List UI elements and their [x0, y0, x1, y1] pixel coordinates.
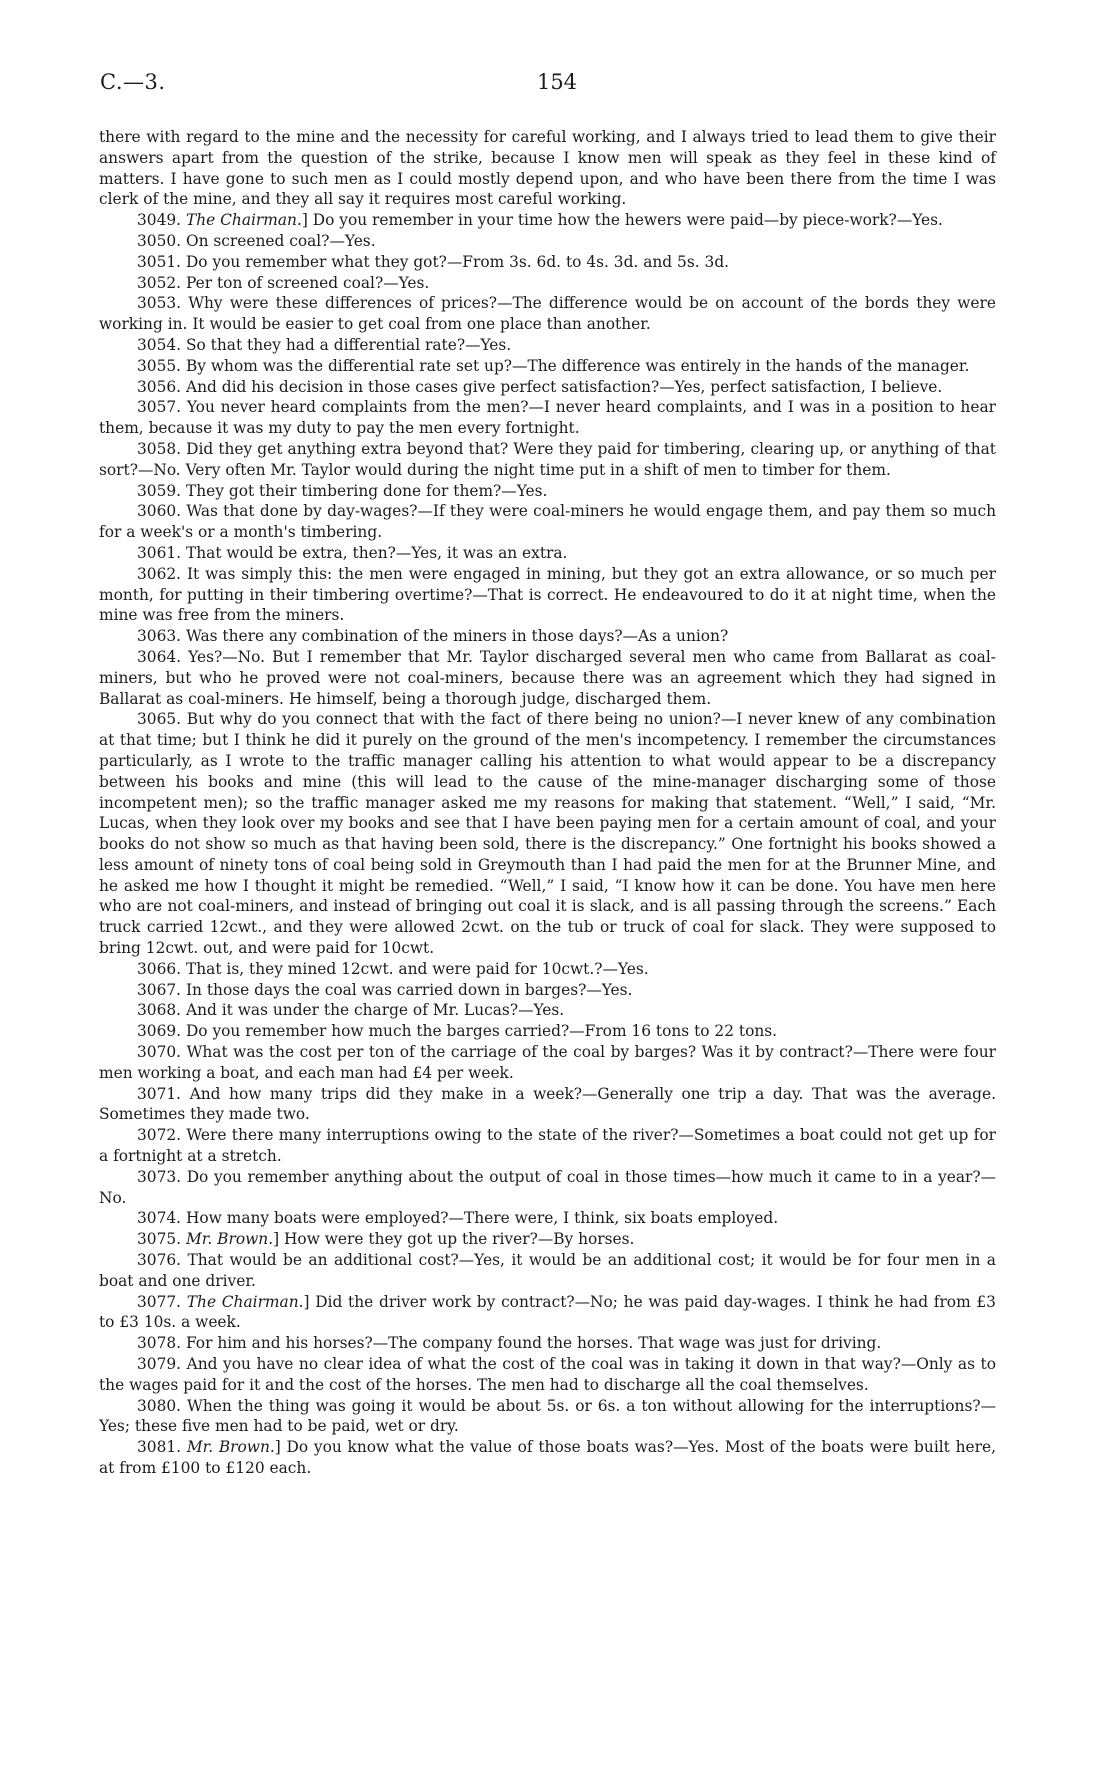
question-number: 3079.: [137, 1355, 182, 1374]
question-number: 3051.: [137, 252, 182, 271]
question-number: 3067.: [137, 980, 182, 999]
qa-text: On screened coal?—Yes.: [185, 231, 376, 250]
qa-text: That would be an additional cost?—Yes, it would be an additional cost; it would be for four men in a boat and one driver.: [99, 1251, 996, 1290]
question-number: 3075.: [137, 1230, 182, 1249]
qa-text: When the thing was going it would be about 5s. or 6s. a ton without allowing for the interruptions?—Yes; these five men had to be paid, wet or dry.: [99, 1396, 996, 1436]
page-header: [0, 70, 1114, 106]
qa-entry: [99, 1208, 996, 1229]
qa-text: Do you remember what they got?—From 3s. 6d. to 4s. 3d. and 5s. 3d.: [185, 252, 730, 271]
qa-entry: [99, 1125, 996, 1167]
question-number: 3062.: [137, 564, 182, 583]
speaker-name: The Chairman.: [185, 211, 302, 230]
page-number: 154: [536, 70, 578, 94]
qa-text: That would be extra, then?—Yes, it was an extra.: [185, 543, 568, 562]
qa-text: How were they got up the river?—By horses.: [284, 1230, 635, 1249]
qa-entry: [99, 709, 996, 959]
qa-text: Were there many interruptions owing to the state of the river?—Sometimes a boat could not get up for a fortnight at a stretch.: [99, 1126, 996, 1166]
qa-text: Was there any combination of the miners in those days?—As a union?: [185, 627, 729, 646]
qa-entry: [99, 252, 996, 273]
qa-entry: [99, 1000, 996, 1021]
qa-text: They got their timbering done for them?—Yes.: [185, 481, 548, 500]
question-number: 3078.: [137, 1334, 182, 1353]
question-number: 3070.: [137, 1043, 182, 1062]
qa-entry: [99, 1333, 996, 1354]
qa-text: Was that done by day-wages?—If they were coal-miners he would engage them, and pay them so much for a week's or a month's timbering.: [99, 502, 996, 542]
qa-text: Per ton of screened coal?—Yes.: [185, 273, 430, 292]
qa-entry: 3075. Mr. Brown.] How were they got up the river?—By horses.: [137, 1230, 635, 1249]
question-number: 3059.: [137, 481, 182, 500]
qa-entry: [99, 293, 996, 335]
qa-entry: 3077. The Chairman.] Did the driver work by contract?—No; he was paid day-wages. I think he had from £3 to £3 10s. a week.: [99, 1292, 996, 1332]
question-number: 3069.: [137, 1022, 182, 1041]
question-number: 3058.: [137, 439, 182, 458]
document-reference: C.—3.: [100, 70, 166, 94]
qa-text: What was the cost per ton of the carriage of the coal by barges? Was it by contract?—There were four men working a boat, and each man had £4 per week.: [99, 1043, 996, 1082]
question-number: 3061.: [137, 543, 182, 562]
qa-text: Yes?—No. But I remember that Mr. Taylor discharged several men who came from Ballarat as coal-miners, but who he proved were not coal-miners, because there was an agreement which they had signed in Ballarat as coal-miners. He himself, being a thorough judge, discharged them.: [99, 647, 996, 708]
qa-entry: [99, 377, 996, 398]
qa-text: Do you remember in your time how the hewers were paid—by piece-work?—Yes.: [312, 211, 943, 230]
qa-text: And you have no clear idea of what the cost of the coal was in taking it down in that way?—Only as to the wages paid for it and the cost of the horses. The men had to discharge all the coal themselves.: [99, 1355, 996, 1394]
qa-entry: [99, 231, 996, 252]
question-number: 3076.: [137, 1251, 182, 1270]
question-number: 3065.: [137, 710, 182, 729]
qa-entry: [99, 626, 996, 647]
qa-entry: [99, 1354, 996, 1396]
qa-text: But why do you connect that with the fact of there being no union?—I never knew of any combination at that time; but I think he did it purely on the ground of the men's incompetency. I remember the circumstances particularly, as I wrote to the traffic manager calling his attention to what would appear to be a discrepancy between his books and mine (this will lead to the cause of the mine-manager discharging some of those incompetent men); so the traffic manager asked me my reasons for making that statement. “Well,” I said, “Mr. Lucas, when they look over my books and see that I have been paying men for a certain amount of coal, and your books do not show so much as that having been sold, there is the discrepancy.” One fortnight his books showed a less amount of ninety tons of coal being sold in Greymouth than I had paid the men for at the Brunner Mine, and he asked me how I thought it might be remedied. “Well,” I said, “I know how it can be done. You have men here who are not coal-miners, and instead of bringing out coal it is slack, and is all passing through the screens.” Each truck carried 12cwt., and they were allowed 2cwt. on the tub or truck of coal for slack. They were supposed to bring 12cwt. out, and were paid for 10cwt.: [99, 710, 996, 958]
question-number: 3064.: [137, 647, 182, 666]
qa-text: How many boats were employed?—There were, I think, six boats employed.: [185, 1209, 779, 1228]
question-number: 3072.: [137, 1126, 182, 1145]
qa-entry: [99, 356, 996, 377]
qa-entry: [99, 481, 996, 502]
question-number: 3073.: [137, 1167, 182, 1186]
qa-entry: [99, 980, 996, 1001]
question-number: 3063.: [137, 627, 182, 646]
speaker-name: Mr. Brown.: [185, 1230, 274, 1249]
question-number: 3060.: [137, 502, 182, 521]
qa-text: So that they had a differential rate?—Yes.: [185, 335, 512, 354]
qa-entry: [99, 543, 996, 564]
opening-paragraph: there with regard to the mine and the necessity for careful working, and I always tried to lead them to give their answers apart from the question of the strike, because I know men will speak as they feel in these kind of matters. I have gone to such men as I could mostly depend upon, and who have been there from the time I was clerk of the mine, and they all say it requires most careful working.: [99, 128, 996, 209]
qa-text: That is, they mined 12cwt. and were paid for 10cwt.?—Yes.: [185, 959, 649, 978]
qa-text: And did his decision in those cases give perfect satisfaction?—Yes, perfect satisfaction, I believe.: [185, 377, 943, 396]
qa-text: And it was under the charge of Mr. Lucas?—Yes.: [185, 1001, 565, 1020]
qa-entry: [99, 335, 996, 356]
qa-entry: 3081. Mr. Brown.] Do you know what the value of those boats was?—Yes. Most of the boats were built here, at from £100 to £120 each.: [99, 1438, 996, 1477]
qa-entry: 3049. The Chairman.] Do you remember in your time how the hewers were paid—by piece-work?—Yes.: [137, 211, 943, 230]
question-number: 3052.: [137, 273, 182, 292]
question-number: 3054.: [137, 335, 182, 354]
transcript-body: [99, 127, 996, 1479]
question-number: 3049.: [137, 211, 182, 230]
question-number: 3080.: [137, 1396, 182, 1415]
qa-entry: [99, 501, 996, 543]
qa-entry: [99, 1396, 996, 1438]
qa-entry: [99, 273, 996, 294]
question-number: 3068.: [137, 1001, 182, 1020]
question-number: 3057.: [137, 398, 182, 417]
qa-entry: [99, 397, 996, 439]
qa-entry: [99, 647, 996, 709]
question-number: 3074.: [137, 1209, 182, 1228]
question-number: 3056.: [137, 377, 182, 396]
question-number: 3055.: [137, 356, 182, 375]
qa-text: By whom was the differential rate set up?—The difference was entirely in the hands of the manager.: [185, 356, 970, 375]
qa-entry: [99, 959, 996, 980]
qa-entry: [99, 1250, 996, 1292]
qa-text: You never heard complaints from the men?—I never heard complaints, and I was in a position to hear them, because it was my duty to pay the men every fortnight.: [99, 398, 996, 438]
qa-text: Do you know what the value of those boats was?—Yes. Most of the boats were built here, at from £100 to £120 each.: [99, 1438, 996, 1477]
qa-text: Why were these differences of prices?—The difference would be on account of the bords they were working in. It would be easier to get coal from one place than another.: [99, 294, 996, 334]
qa-text: It was simply this: the men were engaged in mining, but they got an extra allowance, or so much per month, for putting in their timbering overtime?—That is correct. He endeavoured to do it at night time, when the mine was free from the miners.: [99, 564, 996, 625]
qa-text: In those days the coal was carried down in barges?—Yes.: [185, 980, 633, 999]
qa-entry: [99, 439, 996, 481]
speaker-name: Mr. Brown.: [186, 1438, 275, 1457]
question-number: 3071.: [137, 1084, 182, 1103]
speaker-name: The Chairman.: [186, 1292, 304, 1311]
qa-entry: [99, 564, 996, 626]
question-number: 3077.: [137, 1292, 182, 1311]
qa-text: And how many trips did they make in a week?—Generally one trip a day. That was the average. Sometimes they made two.: [99, 1084, 996, 1124]
question-number: 3053.: [137, 294, 182, 313]
qa-entry: [99, 1084, 996, 1126]
qa-text: For him and his horses?—The company found the horses. That wage was just for driving.: [185, 1334, 882, 1353]
qa-text: Do you remember anything about the output of coal in those times—how much it came to in a year?—No.: [99, 1167, 996, 1207]
question-number: 3050.: [137, 231, 182, 250]
qa-entry: [99, 1021, 996, 1042]
question-number: 3081.: [137, 1438, 182, 1457]
qa-text: Do you remember how much the barges carried?—From 16 tons to 22 tons.: [185, 1022, 778, 1041]
qa-text: Did the driver work by contract?—No; he was paid day-wages. I think he had from £3 to £3 10s. a week.: [99, 1292, 996, 1332]
qa-entry: [99, 1042, 996, 1084]
qa-text: Did they get anything extra beyond that? Were they paid for timbering, clearing up, or anything of that sort?—No. Very often Mr. Taylor would during the night time put in a shift of men to timber for them.: [99, 439, 996, 479]
qa-entry: [99, 1167, 996, 1209]
question-number: 3066.: [137, 959, 182, 978]
